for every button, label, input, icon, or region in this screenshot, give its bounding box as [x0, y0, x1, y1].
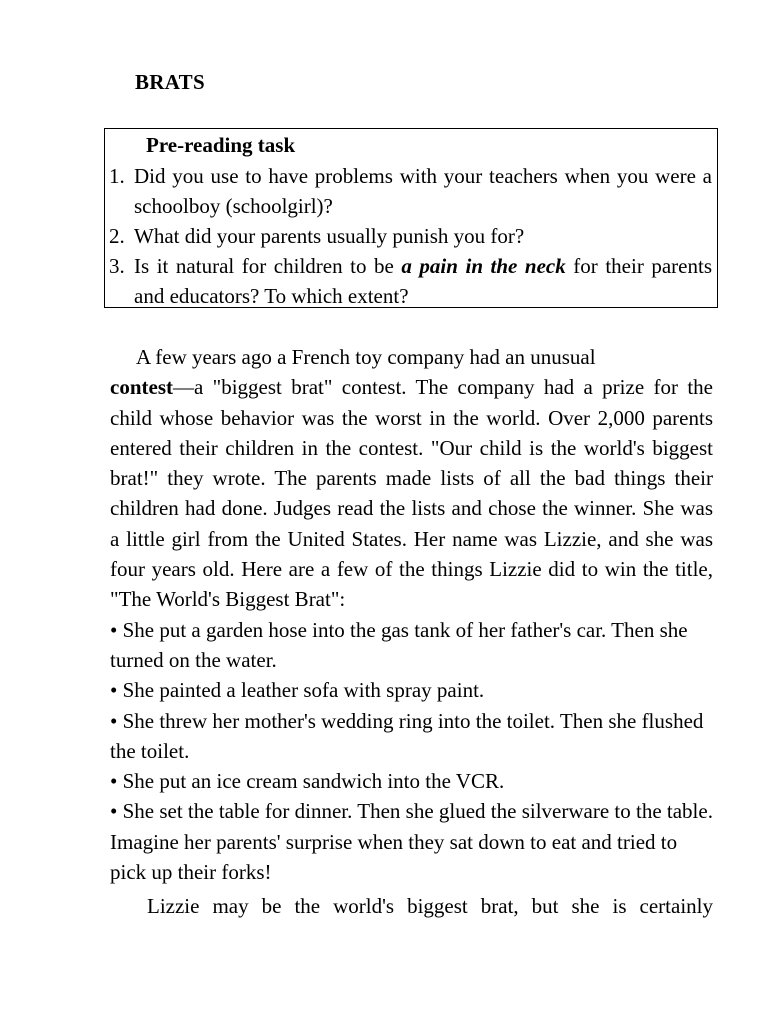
question-number: 1.: [109, 164, 125, 188]
document-title: BRATS: [135, 70, 205, 94]
prereading-heading: Pre-reading task: [146, 133, 296, 157]
vocabulary-keyword: contest: [110, 375, 173, 400]
question-text: What did your parents usually punish you for?: [134, 224, 525, 248]
paragraph-body: —a "biggest brat" contest. The company had a prize for the child whose behavior was the worst in the world. Over 2,000 parents entered their children in the contest. "Our child is the world's biggest brat!" they wrote. The parents made lists of all the bad things their children had done. Judges read the lists and chose the winner. She was a little girl from the United States. Her name was Lizzie, and she was four years old. Here are a few of the things Lizzie did to win the title, "The World's Biggest Brat":: [110, 375, 713, 612]
closing-paragraph: Lizzie may be the world's biggest brat, but she is certainly: [147, 894, 713, 919]
prereading-question-2: [105, 221, 717, 251]
paragraph-lead: A few years ago a French toy company had an unusual: [136, 345, 596, 369]
bullet-item: • She threw her mother's wedding ring into the toilet. Then she flushed the toilet.: [110, 708, 704, 763]
bullet-item: • She put a garden hose into the gas tank of her father's car. Then she turned on the water.: [110, 617, 688, 672]
prereading-task-box: [104, 128, 718, 308]
question-text-tail: for their parents and educators? To which extent?: [134, 254, 712, 308]
question-number: 2.: [109, 224, 125, 248]
bullet-item: • She put an ice cream sandwich into the VCR.: [110, 769, 505, 794]
prereading-question-list: [105, 161, 717, 311]
question-text-lead: Is it natural for children to be: [134, 254, 394, 278]
article-paragraph: [110, 342, 713, 615]
bullet-item: • She painted a leather sofa with spray paint.: [110, 678, 485, 703]
idiom-emphasis: a pain in the neck: [401, 254, 566, 278]
prereading-question-1: [105, 161, 717, 221]
prereading-question-3: [105, 251, 717, 311]
article-body: [110, 342, 713, 922]
question-text: Did you use to have problems with your teachers when you were a schoolboy (schoolgirl)?: [134, 164, 712, 218]
question-number: 3.: [109, 254, 125, 278]
bullet-item: • She set the table for dinner. Then she glued the silverware to the table. Imagine her parents' surprise when they sat down to eat and tried to pick up their forks!: [110, 799, 713, 885]
